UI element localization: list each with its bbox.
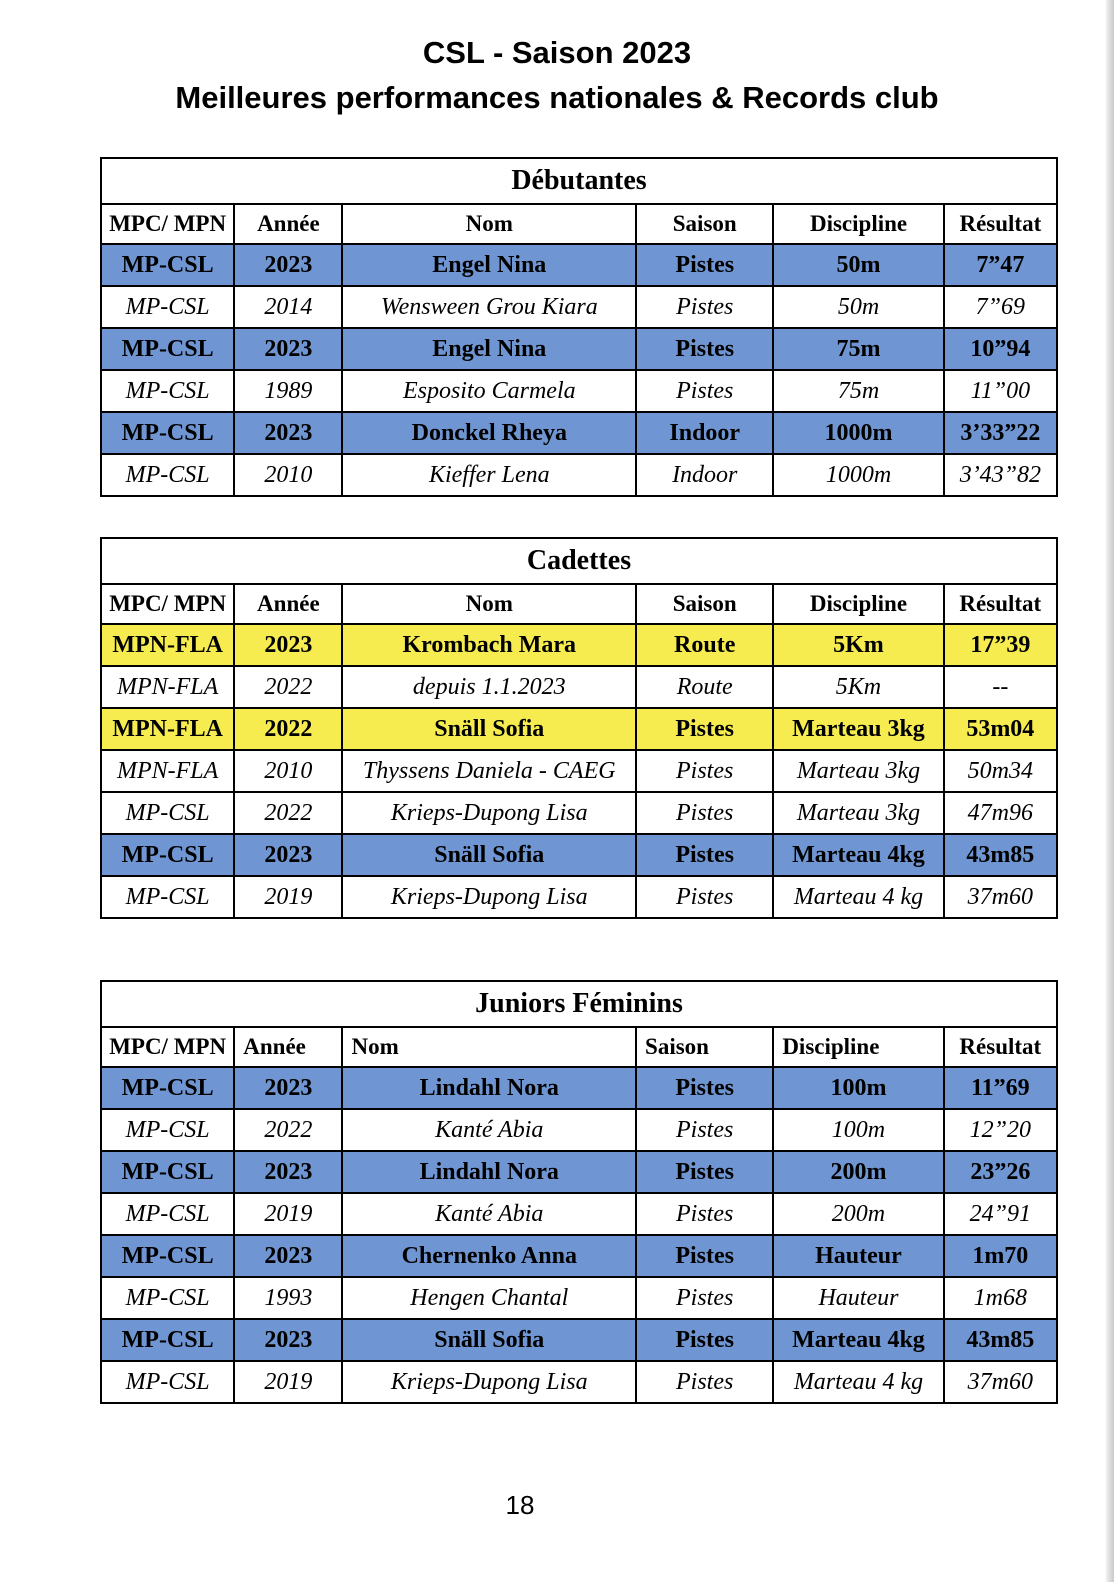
cell-resultat: 3’33”22 <box>944 412 1057 454</box>
column-header-nom: Nom <box>342 1027 636 1067</box>
cell-discipline: Marteau 3kg <box>773 792 943 834</box>
cell-mpc-mpn: MPN-FLA <box>101 624 234 666</box>
cell-saison: Pistes <box>636 244 773 286</box>
table-row <box>101 328 1057 370</box>
cell-saison: Pistes <box>636 1235 773 1277</box>
cell-discipline: Marteau 3kg <box>773 708 943 750</box>
cell-annee: 2014 <box>234 286 342 328</box>
table-header-row <box>101 1027 1057 1067</box>
cell-nom: Thyssens Daniela - CAEG <box>342 750 636 792</box>
cell-discipline: 5Km <box>773 666 943 708</box>
column-header-nom: Nom <box>342 204 636 244</box>
table-row <box>101 412 1057 454</box>
cell-saison: Pistes <box>636 1067 773 1109</box>
cell-resultat: 37m60 <box>944 1361 1057 1403</box>
cell-discipline: 1000m <box>773 454 943 496</box>
table-row <box>101 1235 1057 1277</box>
table-row <box>101 666 1057 708</box>
cell-resultat: 11”69 <box>944 1067 1057 1109</box>
table-row <box>101 834 1057 876</box>
cell-annee: 2023 <box>234 412 342 454</box>
cell-annee: 1989 <box>234 370 342 412</box>
cell-annee: 2022 <box>234 708 342 750</box>
table-debutantes <box>100 157 1058 497</box>
cell-resultat: 1m70 <box>944 1235 1057 1277</box>
table-row <box>101 708 1057 750</box>
cell-resultat: 43m85 <box>944 1319 1057 1361</box>
cell-nom: Snäll Sofia <box>342 708 636 750</box>
cell-annee: 2010 <box>234 750 342 792</box>
cell-discipline: 100m <box>773 1067 943 1109</box>
table-row <box>101 1067 1057 1109</box>
cell-saison: Pistes <box>636 1109 773 1151</box>
cell-saison: Pistes <box>636 1193 773 1235</box>
cell-resultat: 53m04 <box>944 708 1057 750</box>
cell-saison: Pistes <box>636 370 773 412</box>
column-header-discipline: Discipline <box>773 204 943 244</box>
cell-resultat: 47m96 <box>944 792 1057 834</box>
cell-nom: Kanté Abia <box>342 1109 636 1151</box>
cell-mpc-mpn: MP-CSL <box>101 1361 234 1403</box>
table-row <box>101 1109 1057 1151</box>
table-caption: Débutantes <box>101 158 1057 204</box>
cell-resultat: 43m85 <box>944 834 1057 876</box>
column-header-nom: Nom <box>342 584 636 624</box>
table-caption: Juniors Féminins <box>101 981 1057 1027</box>
cell-mpc-mpn: MP-CSL <box>101 412 234 454</box>
table-row <box>101 624 1057 666</box>
cell-annee: 1993 <box>234 1277 342 1319</box>
cell-resultat: 12”20 <box>944 1109 1057 1151</box>
page-edge-shadow <box>1106 0 1114 1582</box>
cell-resultat: 3’43”82 <box>944 454 1057 496</box>
cell-nom: Engel Nina <box>342 244 636 286</box>
cell-mpc-mpn: MP-CSL <box>101 1277 234 1319</box>
column-header-saison: Saison <box>636 204 773 244</box>
cell-discipline: 50m <box>773 286 943 328</box>
cell-annee: 2023 <box>234 1067 342 1109</box>
column-header-discipline: Discipline <box>773 584 943 624</box>
cell-annee: 2023 <box>234 1151 342 1193</box>
cell-saison: Pistes <box>636 328 773 370</box>
table-cadettes <box>100 537 1058 919</box>
table-juniors-feminins <box>100 980 1058 1404</box>
cell-nom: Wensween Grou Kiara <box>342 286 636 328</box>
cell-saison: Pistes <box>636 750 773 792</box>
cell-mpc-mpn: MP-CSL <box>101 286 234 328</box>
cell-saison: Pistes <box>636 708 773 750</box>
cell-mpc-mpn: MP-CSL <box>101 244 234 286</box>
cell-annee: 2023 <box>234 244 342 286</box>
cell-resultat: 24”91 <box>944 1193 1057 1235</box>
cell-discipline: Marteau 4 kg <box>773 876 943 918</box>
cell-annee: 2023 <box>234 1319 342 1361</box>
column-header-mpc-mpn: MPC/ MPN <box>101 204 234 244</box>
cell-nom: Donckel Rheya <box>342 412 636 454</box>
table-caption: Cadettes <box>101 538 1057 584</box>
cell-mpc-mpn: MP-CSL <box>101 1067 234 1109</box>
cell-annee: 2022 <box>234 792 342 834</box>
cell-nom: Chernenko Anna <box>342 1235 636 1277</box>
column-header-resultat: Résultat <box>944 1027 1057 1067</box>
cell-discipline: 1000m <box>773 412 943 454</box>
cell-saison: Indoor <box>636 412 773 454</box>
cell-discipline: Marteau 4 kg <box>773 1361 943 1403</box>
column-header-mpc-mpn: MPC/ MPN <box>101 1027 234 1067</box>
cell-saison: Pistes <box>636 1361 773 1403</box>
cell-discipline: Marteau 4kg <box>773 1319 943 1361</box>
cell-mpc-mpn: MP-CSL <box>101 876 234 918</box>
cell-resultat: 11”00 <box>944 370 1057 412</box>
cell-discipline: Hauteur <box>773 1235 943 1277</box>
cell-nom: depuis 1.1.2023 <box>342 666 636 708</box>
cell-annee: 2019 <box>234 876 342 918</box>
table-row <box>101 1319 1057 1361</box>
cell-nom: Hengen Chantal <box>342 1277 636 1319</box>
cell-mpc-mpn: MP-CSL <box>101 370 234 412</box>
cell-nom: Krombach Mara <box>342 624 636 666</box>
table-row <box>101 750 1057 792</box>
cell-mpc-mpn: MP-CSL <box>101 1235 234 1277</box>
cell-saison: Pistes <box>636 1151 773 1193</box>
cell-discipline: 200m <box>773 1151 943 1193</box>
table-row <box>101 286 1057 328</box>
table-row <box>101 1151 1057 1193</box>
cell-discipline: 50m <box>773 244 943 286</box>
table-row <box>101 1193 1057 1235</box>
table-row <box>101 244 1057 286</box>
cell-discipline: 200m <box>773 1193 943 1235</box>
cell-mpc-mpn: MPN-FLA <box>101 750 234 792</box>
cell-annee: 2010 <box>234 454 342 496</box>
cell-discipline: 5Km <box>773 624 943 666</box>
column-header-resultat: Résultat <box>944 584 1057 624</box>
cell-nom: Snäll Sofia <box>342 834 636 876</box>
cell-nom: Snäll Sofia <box>342 1319 636 1361</box>
cell-annee: 2019 <box>234 1361 342 1403</box>
cell-saison: Pistes <box>636 1319 773 1361</box>
cell-nom: Krieps-Dupong Lisa <box>342 876 636 918</box>
column-header-discipline: Discipline <box>773 1027 943 1067</box>
column-header-annee: Année <box>234 1027 342 1067</box>
cell-annee: 2022 <box>234 1109 342 1151</box>
cell-nom: Krieps-Dupong Lisa <box>342 1361 636 1403</box>
cell-mpc-mpn: MP-CSL <box>101 1109 234 1151</box>
cell-nom: Lindahl Nora <box>342 1151 636 1193</box>
column-header-annee: Année <box>234 204 342 244</box>
page-number: 18 <box>505 1490 535 1520</box>
table-row <box>101 792 1057 834</box>
cell-mpc-mpn: MP-CSL <box>101 1319 234 1361</box>
column-header-saison: Saison <box>636 584 773 624</box>
cell-resultat: 17”39 <box>944 624 1057 666</box>
cell-saison: Pistes <box>636 1277 773 1319</box>
table-row <box>101 370 1057 412</box>
table-header-row <box>101 204 1057 244</box>
cell-mpc-mpn: MPN-FLA <box>101 708 234 750</box>
cell-saison: Pistes <box>636 876 773 918</box>
cell-mpc-mpn: MP-CSL <box>101 792 234 834</box>
table-row <box>101 454 1057 496</box>
cell-saison: Indoor <box>636 454 773 496</box>
cell-resultat: 50m34 <box>944 750 1057 792</box>
cell-mpc-mpn: MP-CSL <box>101 454 234 496</box>
cell-mpc-mpn: MP-CSL <box>101 834 234 876</box>
table-header-row <box>101 584 1057 624</box>
column-header-annee: Année <box>234 584 342 624</box>
cell-nom: Lindahl Nora <box>342 1067 636 1109</box>
cell-resultat: -- <box>944 666 1057 708</box>
cell-mpc-mpn: MP-CSL <box>101 328 234 370</box>
cell-annee: 2023 <box>234 624 342 666</box>
column-header-saison: Saison <box>636 1027 773 1067</box>
cell-discipline: Marteau 3kg <box>773 750 943 792</box>
cell-saison: Route <box>636 624 773 666</box>
cell-discipline: 75m <box>773 328 943 370</box>
cell-discipline: Hauteur <box>773 1277 943 1319</box>
table-row <box>101 1361 1057 1403</box>
cell-saison: Route <box>636 666 773 708</box>
cell-saison: Pistes <box>636 834 773 876</box>
cell-nom: Kieffer Lena <box>342 454 636 496</box>
cell-discipline: 75m <box>773 370 943 412</box>
cell-resultat: 10”94 <box>944 328 1057 370</box>
cell-nom: Engel Nina <box>342 328 636 370</box>
column-header-mpc-mpn: MPC/ MPN <box>101 584 234 624</box>
table-row <box>101 1277 1057 1319</box>
cell-resultat: 1m68 <box>944 1277 1057 1319</box>
cell-saison: Pistes <box>636 286 773 328</box>
cell-annee: 2019 <box>234 1193 342 1235</box>
cell-resultat: 23”26 <box>944 1151 1057 1193</box>
cell-annee: 2023 <box>234 1235 342 1277</box>
cell-discipline: Marteau 4kg <box>773 834 943 876</box>
cell-resultat: 7”69 <box>944 286 1057 328</box>
cell-resultat: 37m60 <box>944 876 1057 918</box>
cell-annee: 2023 <box>234 834 342 876</box>
cell-mpc-mpn: MP-CSL <box>101 1193 234 1235</box>
page-title: CSL - Saison 2023 <box>422 35 692 70</box>
cell-mpc-mpn: MP-CSL <box>101 1151 234 1193</box>
cell-nom: Krieps-Dupong Lisa <box>342 792 636 834</box>
cell-discipline: 100m <box>773 1109 943 1151</box>
cell-mpc-mpn: MPN-FLA <box>101 666 234 708</box>
cell-annee: 2022 <box>234 666 342 708</box>
cell-resultat: 7”47 <box>944 244 1057 286</box>
cell-nom: Esposito Carmela <box>342 370 636 412</box>
cell-annee: 2023 <box>234 328 342 370</box>
table-row <box>101 876 1057 918</box>
cell-nom: Kanté Abia <box>342 1193 636 1235</box>
page-subtitle: Meilleures performances nationales & Records club <box>175 80 939 115</box>
cell-saison: Pistes <box>636 792 773 834</box>
column-header-resultat: Résultat <box>944 204 1057 244</box>
